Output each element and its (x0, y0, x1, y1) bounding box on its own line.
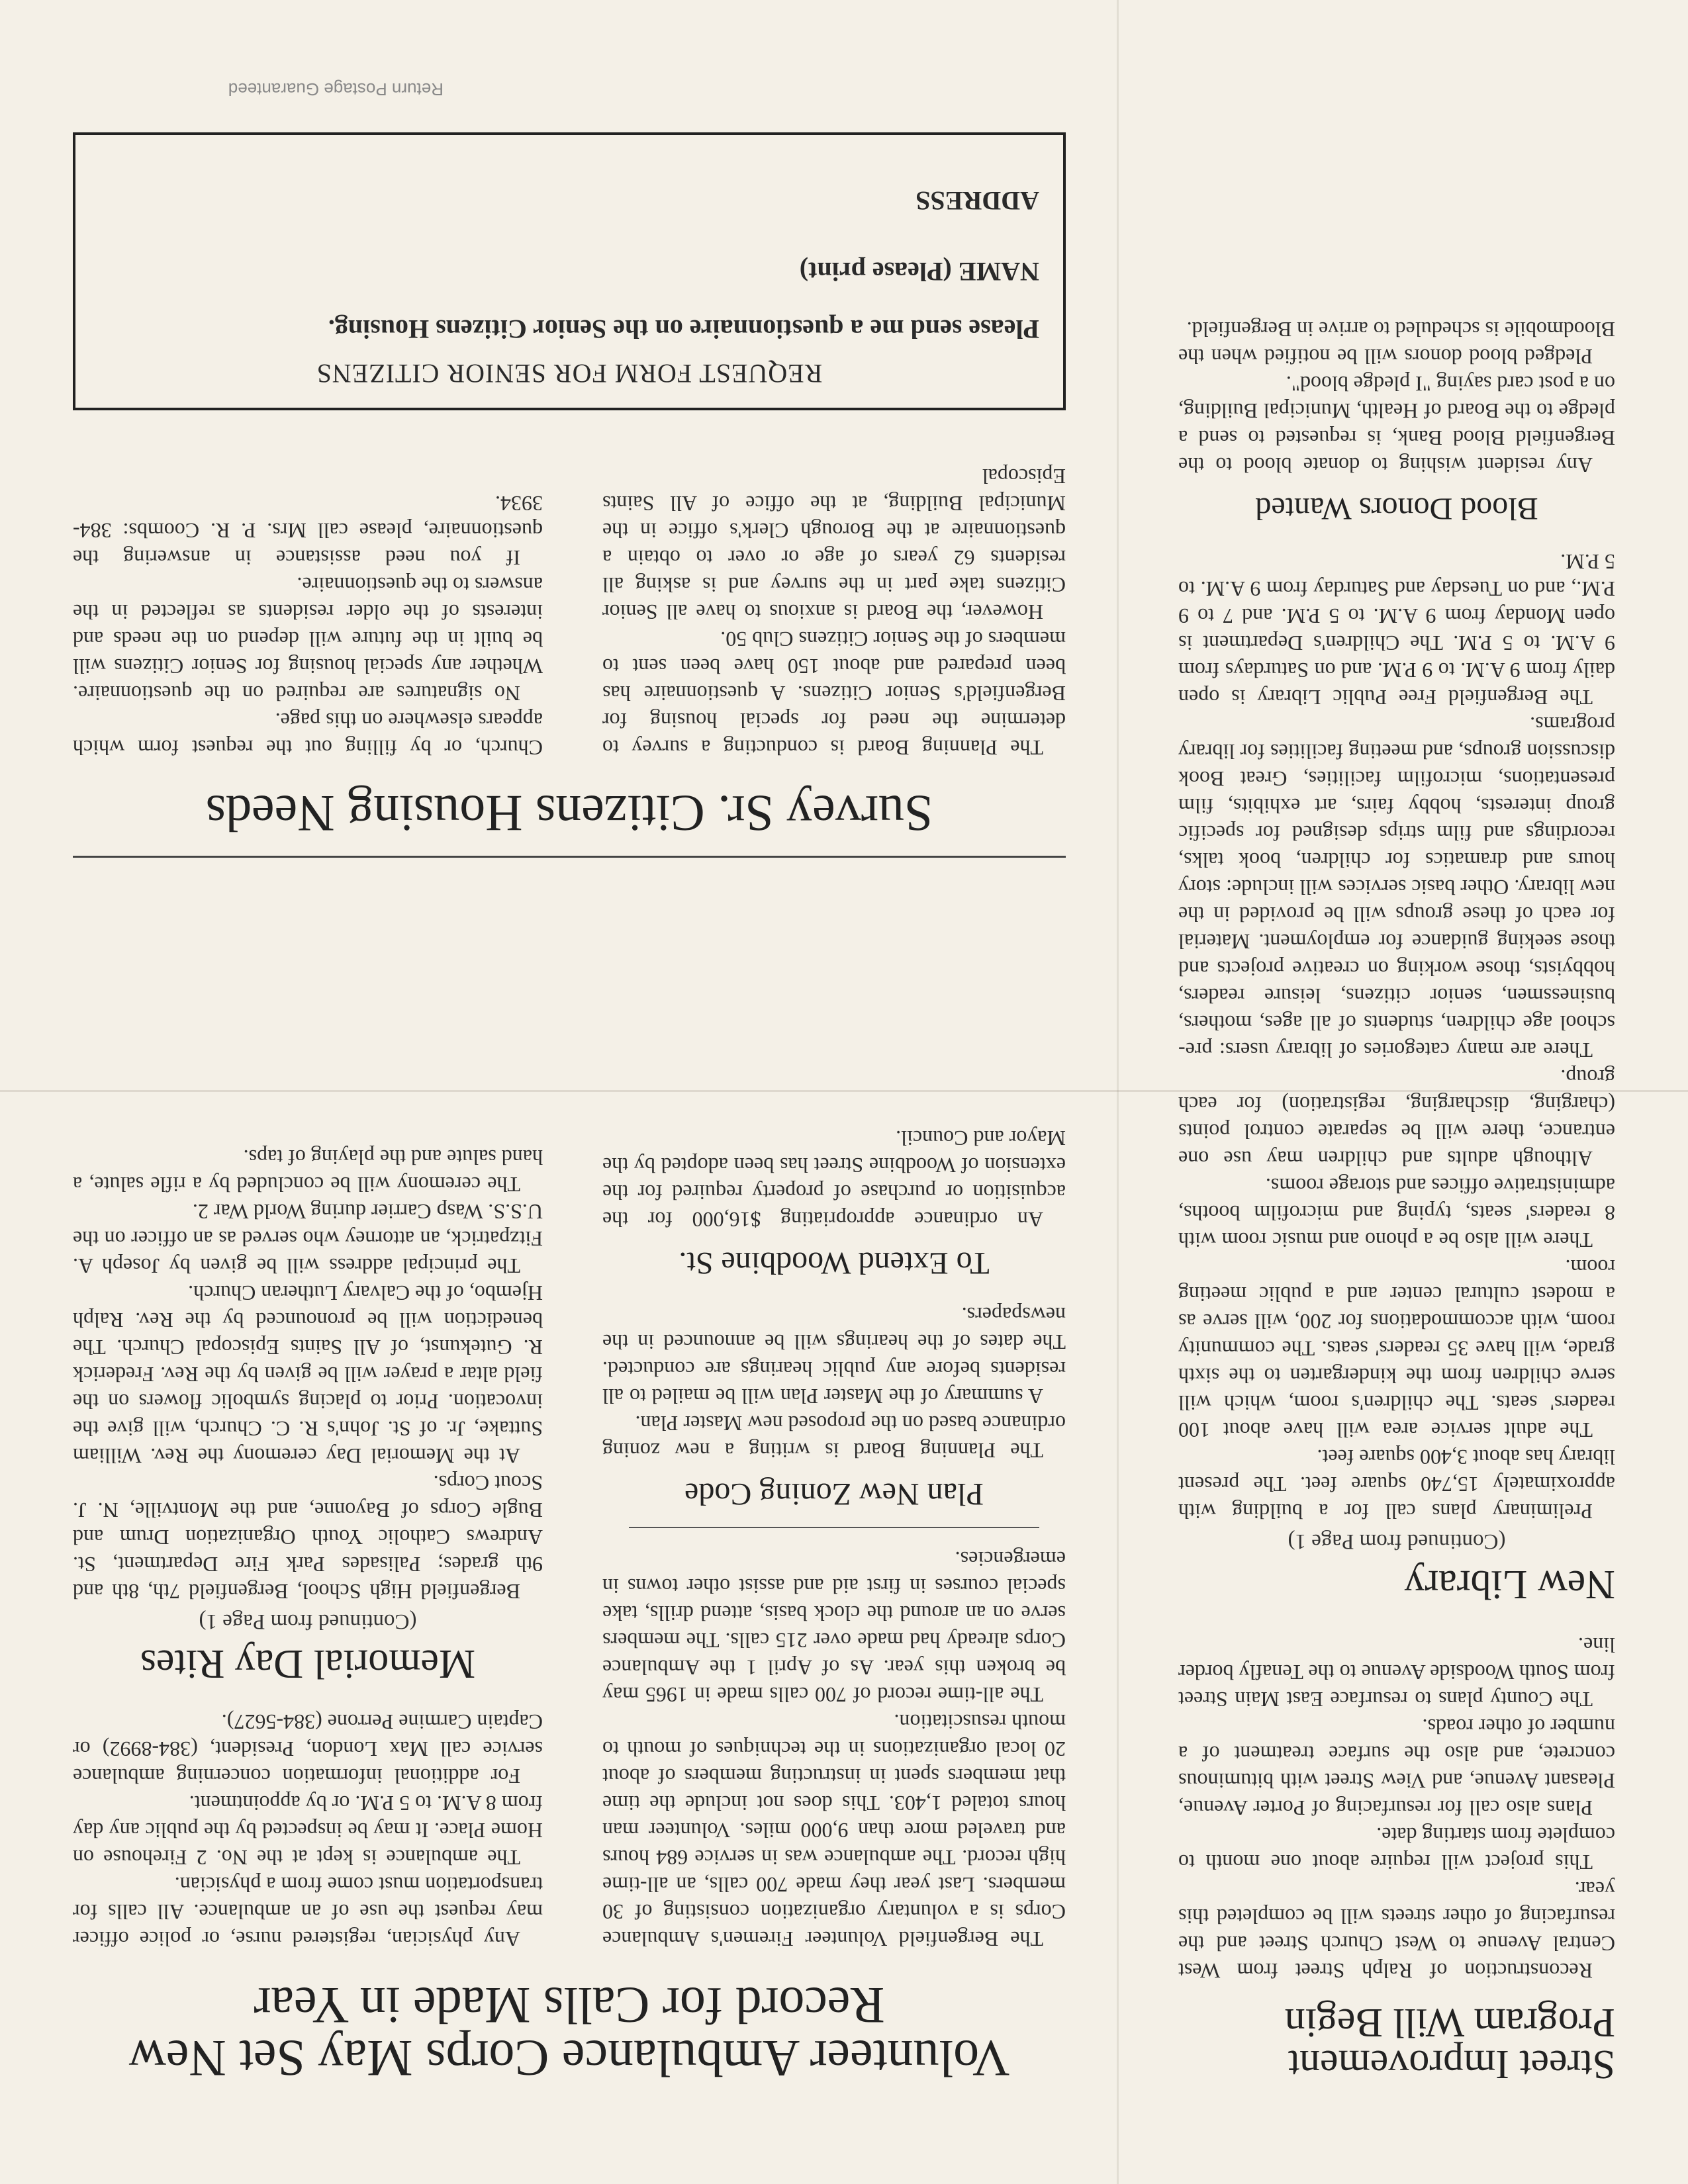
library-paragraph: The adult service area will have about 100 readers' seats. The children's room, which will serve children from the kindergarten to the sixth grade, will have 35 readers' seats. The community room, with accommodations for 200, will serve as a modest cultural center and a public meeting room. (1178, 1255, 1615, 1443)
zoning-body (602, 1301, 1066, 1464)
article-survey (73, 787, 1066, 874)
left-column (1178, 316, 1615, 2085)
form-request-line: Please send me a questionnaire on the Senior Citizens Housing. (328, 314, 1039, 344)
street-paragraph: The County plans to resurface East Main Street from South Woodside Avenue to the Tenafly border line. (1178, 1633, 1615, 1711)
library-body (1178, 548, 1615, 1525)
library-paragraph: There are many categories of library users: pre-school age children, students of all ages, mothers, businessmen, senior citizens, leisure readers, hobbyists, those working on creative projects and those seeking guidance for employment. Material for each of these groups will be provided in the new library. Other basic services will include: story hours and dramatics for children, book talks, recordings and film strips designed for specific group interests, hobby fairs, art exhibits, film presentations, microfilm facilities, Great Book discussion groups, and meeting facilities for library programs. (1178, 713, 1615, 1063)
memorial-headline: Memorial Day Rites (140, 1641, 476, 1686)
library-continued-note: (Continued from Page 1) (1288, 1529, 1506, 1554)
survey-paragraph: Church, or by filling out the request form which appears elsewhere on this page. (73, 709, 543, 760)
blood-headline: Blood Donors Wanted (1255, 491, 1538, 527)
ambulance-right-column (73, 1144, 543, 1952)
memorial-body (73, 1144, 543, 1605)
article-memorial-day (73, 1144, 543, 1684)
survey-paragraph: No signatures are required on the questionnaire. Whether any special housing for Senior Citizens will be built in the future will depend on the needs and interests of the older residents as reflected in the answers to the questionnaire. (73, 573, 543, 705)
memorial-continued-note: (Continued from Page 1) (199, 1609, 417, 1633)
right-area (73, 1979, 1066, 2085)
blood-paragraph: Pledged blood donors will be notified when the Bloodmobile is scheduled to arrive in Bergenfield. (1178, 318, 1615, 369)
library-paragraph: Preliminary plans call for a building with approximately 15,740 square feet. The present library has about 3,400 square feet. (1178, 1445, 1615, 1524)
fold-line-vertical (1117, 0, 1119, 2184)
survey-left-column (602, 463, 1066, 761)
article-zoning (602, 1301, 1066, 1510)
ambulance-headline: Volunteer Ambulance Corps May Set New Record for Calls Made in Year (128, 1977, 1010, 2087)
memorial-paragraph: At the Memorial Day ceremony the Rev. William Suttake, Jr. of St. John's R. C. Church, will give the invocation. Prior to placing symbolic flowers on the field altar a prayer will be given by the Rev. Frederick R. Gutekunst, of All Saints Episcopal Church. The benediction will be pronounced by the Rev. Ralph Hjembo, of the Calvary Lutheran Church. (73, 1281, 543, 1468)
library-paragraph: Although adults and children may use one entrance, there will be separate control points (charging, discharging, registration) for each group. (1178, 1066, 1615, 1171)
ambulance-paragraph: The Bergenfield Volunteer Firemen's Ambulance Corps is a voluntary organization consisting of 30 members. Last year they made 700 calls, an all-time high record. The ambulance was in service 684 hours and traveled more than 9,000 miles. Volunteer man hours totaled 1,403. This does not include the time that members spent in instructing members of about 20 local organizations in the techniques of mouth to mouth resuscitation. (602, 1710, 1066, 1951)
street-paragraph: Plans also call for resurfacing of Porter Avenue, Pleasant Avenue, and View Street with bituminous concrete, and also the surface treatment of a number of other roads. (1178, 1714, 1615, 1820)
ambulance-paragraph: For additional information concerning ambulance service call Max London, President, (384-8992) or Captain Carmine Perrone (384-5627). (73, 1710, 543, 1788)
postage-note: Return Postage Guaranteed (228, 79, 444, 99)
ambulance-paragraph: The all-time record of 700 calls made in 1965 may be broken this year. As of April 1 the Ambulance Corps already had made over 215 calls. The members serve on an around the clock basis, attend drills, take special courses in first aid and assist other towns in emergencies. (602, 1547, 1066, 1707)
form-title: REQUEST FORM FOR SENIOR CITIZENS (316, 359, 823, 388)
ambulance-paragraph: The ambulance is kept at the No. 2 Firehouse on Home Place. It may be inspected by the public any day from 8 A.M. to 5 P.M. or by appointment. (73, 1792, 543, 1870)
survey-headline: Survey Sr. Citizens Housing Needs (205, 785, 933, 842)
survey-paragraph: However, the Board is anxious to have all Senior Citizens take part in the survey and is asking all residents 62 years of age or over to obtain a questionnaire at the Borough Clerk's office in the Municipal Building, at the office of All Saints Episcopal (602, 465, 1066, 624)
street-headline: Street Improvement Program Will Begin (1284, 1999, 1615, 2087)
zoning-headline: Plan New Zoning Code (684, 1477, 984, 1512)
survey-paragraph: If you need assistance in answering the questionnaire, please call Mrs. P. R. Coombs: 384-3934. (73, 492, 543, 570)
ambulance-left-body (602, 1545, 1066, 1952)
blood-body (1178, 316, 1615, 478)
zoning-paragraph: A summary of the Master Plan will be mailed to all residents before any public hearings are conducted. The dates of the hearings will be announced in the newspapers. (602, 1303, 1066, 1409)
ambulance-right-body (73, 1708, 543, 1952)
library-paragraph: There will also be a phono and music room with 8 readers' seats, typing and microfilm booths, administrative offices and storage rooms. (1178, 1174, 1615, 1253)
street-paragraph: Reconstruction of Ralph Street from West Central Avenue to West Church Street and the resurfacing of other streets will be completed this year. (1178, 1877, 1615, 1983)
article-street-improvement (1178, 1631, 1615, 2085)
divider (73, 856, 1066, 858)
woodbine-paragraph: An ordinance appropriating $16,000 for the acquisition or purchase of property required for the extension of Woodbine Street has been adopted by the Mayor and Council. (602, 1126, 1066, 1232)
memorial-paragraph: The ceremony will be concluded by a rifle salute, a hand salute and the playing of taps. (73, 1145, 543, 1197)
memorial-paragraph: The principal address will be given by Joseph A. Fitzpatrick, an attorney who served as an officer on the U.S.S. Wasp Carrier during World War 2. (73, 1199, 543, 1278)
ambulance-left-column (602, 1124, 1066, 1952)
survey-right-body (73, 490, 543, 761)
street-body (1178, 1631, 1615, 1984)
woodbine-headline: To Extend Woodbine St. (679, 1246, 990, 1281)
divider (629, 1527, 1039, 1528)
library-paragraph: The Bergenfield Free Public Library is open daily from 9 A.M. to 9 P.M. and on Saturdays from 9 A.M. to 5 P.M. The Children's Department is open Monday from 9 A.M. to 5 P.M. and 7 to 9 P.M., and on Tuesday and Saturday from 9 A.M. to 5 P.M. (1178, 550, 1615, 710)
senior-request-form (73, 132, 1066, 410)
article-blood-donors (1178, 316, 1615, 527)
survey-left-body (602, 463, 1066, 761)
zoning-paragraph: The Planning Board is writing a new zoning ordinance based on the proposed new Master Plan. (602, 1412, 1066, 1463)
survey-paragraph: The Planning Board is conducting a survey to determine the need for special housing for Bergenfield's Senior Citizens. A questionnaire has been prepared and about 150 have been sent to members of the Senior Citizens Club 50. (602, 627, 1066, 760)
survey-right-column (73, 490, 543, 761)
woodbine-body (602, 1124, 1066, 1233)
blood-paragraph: Any resident wishing to donate blood to the Bergenfield Blood Bank, is requested to send a pledge to the Board of Health, Municipal Building, on a post card saying "I pledge blood". (1178, 372, 1615, 478)
library-headline: New Library (1404, 1561, 1615, 1607)
form-address-field[interactable]: ADDRESS (915, 186, 1039, 216)
street-paragraph: This project will require about one month to complete from starting date. (1178, 1823, 1615, 1874)
form-name-field[interactable]: NAME (Please print) (799, 257, 1039, 287)
article-new-library (1178, 548, 1615, 1607)
ambulance-paragraph: Any physician, registered nurse, or police officer may request the use of an ambulance. All calls for transportation must come from a physician. (73, 1873, 543, 1951)
article-woodbine (602, 1124, 1066, 1279)
memorial-paragraph: Bergenfield High School, Bergenfield 7th, 8th and 9th grades; Palisades Park Fire Department, St. Andrews Catholic Youth Organization Drum and Bugle Corps of Bayonne, and the Montville, N. J. Scout Corps. (73, 1471, 543, 1604)
